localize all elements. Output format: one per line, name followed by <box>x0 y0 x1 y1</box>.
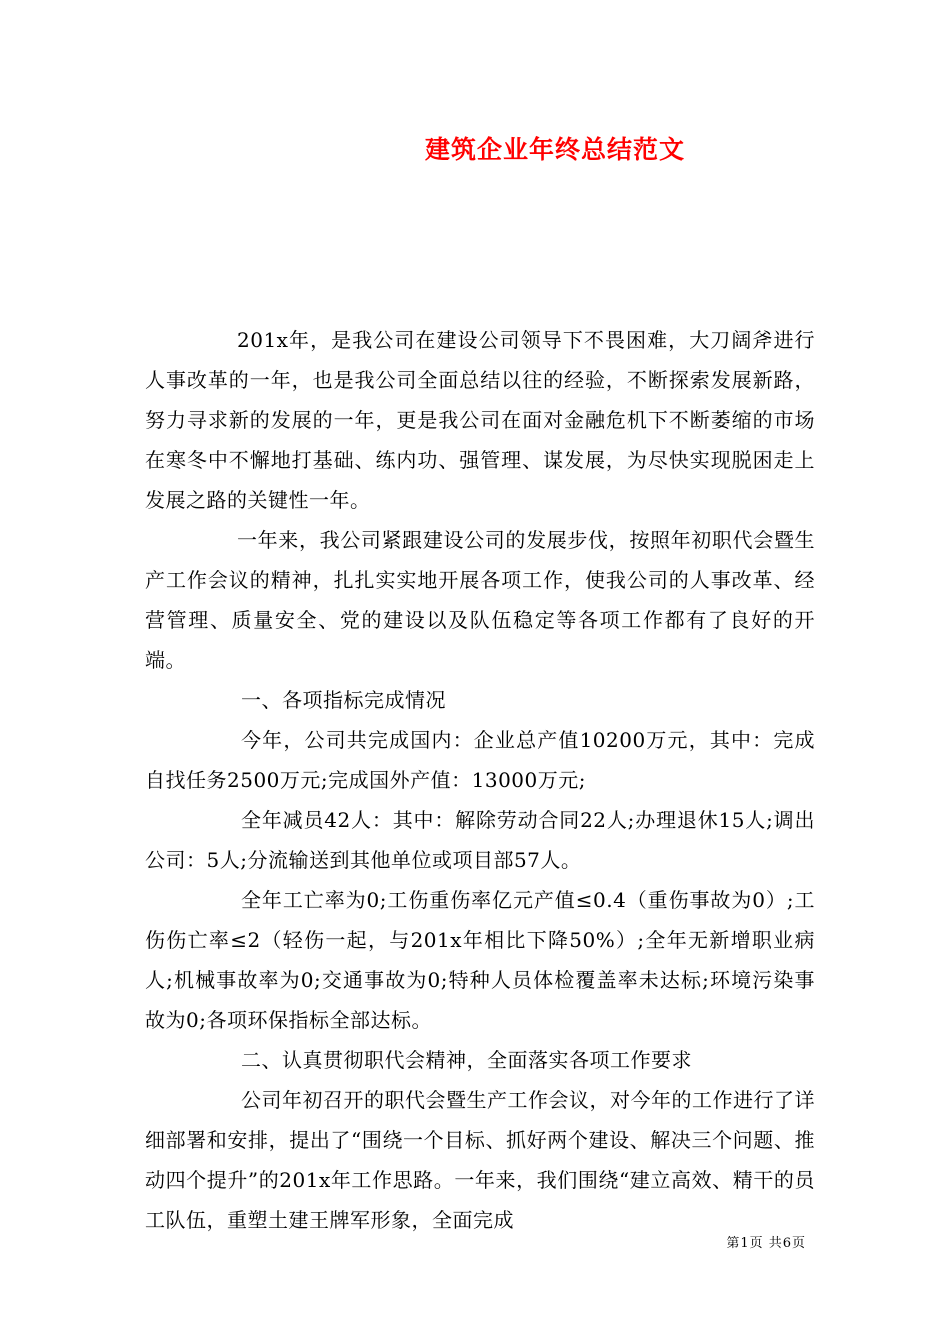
page-number: 第1页 共6页 <box>726 1236 806 1251</box>
paragraph-safety: 全年工亡率为0;工伤重伤率亿元产值≤0.4（重伤事故为0）;工伤伤亡率≤2（轻伤一起，与201x年相比下降50%）;全年无新增职业病人;机械事故率为0;交通事故为0;特种人员体检覆盖率未达标;环境污染事故为0;各项环保指标全部达标。 <box>145 888 815 1032</box>
section-heading-indicators: 一、各项指标完成情况 <box>241 688 446 712</box>
paragraph-staff-reduction: 全年减员42人：其中：解除劳动合同22人;办理退休15人;调出公司：5人;分流输送到其他单位或项目部57人。 <box>145 808 815 872</box>
document-title: 建筑企业年终总结范文 <box>424 135 685 164</box>
document-body <box>145 320 815 1240</box>
paragraph-intro: 201x年，是我公司在建设公司领导下不畏困难，大刀阔斧进行人事改革的一年，也是我公司全面总结以往的经验，不断探索发展新路，努力寻求新的发展的一年，更是我公司在面对金融危机下不断萎缩的市场在寒冬中不懈地打基础、练内功、强管理、谋发展，为尽快实现脱困走上发展之路的关键性一年。 <box>145 328 815 512</box>
paragraph-work-plan: 公司年初召开的职代会暨生产工作会议，对今年的工作进行了详细部署和安排，提出了“围绕一个目标、抓好两个建设、解决三个问题、推动四个提升”的201x年工作思路。一年来，我们围绕“建立高效、精干的员工队伍，重塑土建王牌军形象，全面完成 <box>145 1088 815 1232</box>
paragraph-output: 今年，公司共完成国内：企业总产值10200万元，其中：完成自找任务2500万元;完成国外产值：13000万元; <box>145 728 815 792</box>
paragraph-overview: 一年来，我公司紧跟建设公司的发展步伐，按照年初职代会暨生产工作会议的精神，扎扎实实地开展各项工作，使我公司的人事改革、经营管理、质量安全、党的建设以及队伍稳定等各项工作都有了良好的开端。 <box>145 528 815 672</box>
section-heading-implementation: 二、认真贯彻职代会精神，全面落实各项工作要求 <box>241 1048 692 1072</box>
